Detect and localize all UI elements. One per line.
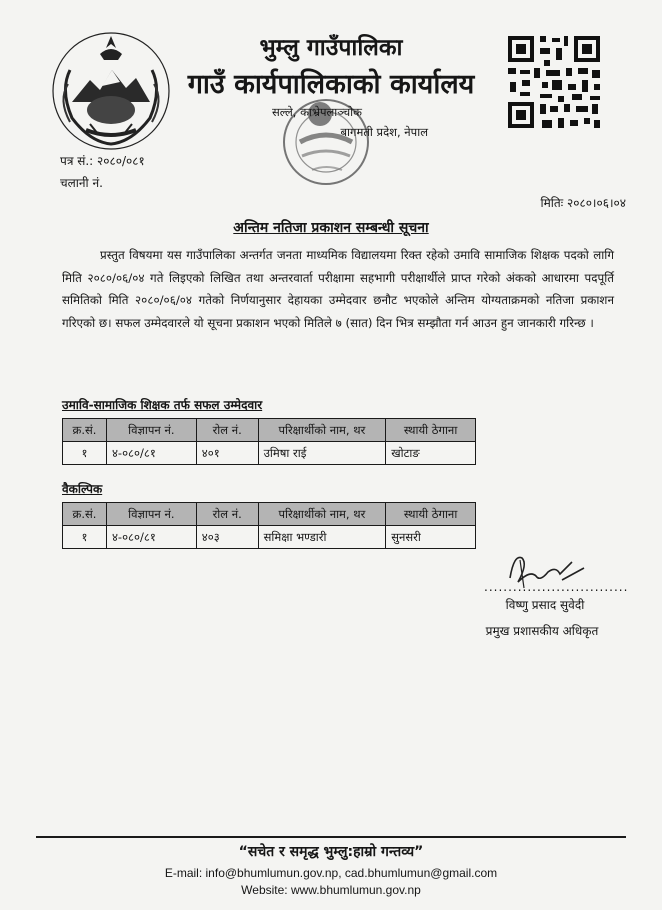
signature-line: ..............................: [484, 580, 629, 594]
address-line-1: सल्ले, काभ्रेपलाञ्चोक: [272, 105, 362, 119]
table-header-row: [63, 419, 476, 442]
section-heading-alternate: वैकल्पिक: [62, 482, 103, 496]
col-candidate-name: परिक्षार्थीको नाम, थर: [258, 419, 386, 442]
table-row: [63, 442, 476, 465]
cell-address: खोटाङ: [386, 442, 476, 465]
cell-roll-no: ४०३: [196, 526, 258, 549]
section-heading-successful: उमावि-सामाजिक शिक्षक तर्फ सफल उम्मेदवार: [62, 398, 263, 412]
col-address: स्थायी ठेगाना: [386, 503, 476, 526]
col-advert-no: विज्ञापन नं.: [106, 503, 196, 526]
letter-date: मितिः २०८०।०६।०४: [540, 196, 626, 210]
results-table-alternate: [62, 502, 476, 549]
col-serial: क्र.सं.: [63, 503, 107, 526]
col-address: स्थायी ठेगाना: [386, 419, 476, 442]
table-row: [63, 526, 476, 549]
office-name: गाउँ कार्यपालिकाको कार्यालय: [187, 69, 475, 100]
cell-advert-no: ४-०८०/८१: [106, 526, 196, 549]
cell-serial: १: [63, 442, 107, 465]
address-line-2: बागमती प्रदेश, नेपाल: [340, 125, 428, 139]
cell-address: सुनसरी: [386, 526, 476, 549]
footer-divider: [36, 836, 626, 838]
signatory-title: प्रमुख प्रशासकीय अधिकृत: [485, 624, 599, 638]
cell-roll-no: ४०१: [196, 442, 258, 465]
dispatch-number: चलानी नं.: [60, 176, 103, 190]
col-advert-no: विज्ञापन नं.: [106, 419, 196, 442]
col-candidate-name: परिक्षार्थीको नाम, थर: [258, 503, 386, 526]
cell-candidate-name: उमिषा राई: [258, 442, 386, 465]
table-header-row: [63, 503, 476, 526]
col-roll-no: रोल नं.: [196, 419, 258, 442]
results-table-successful: [62, 418, 476, 465]
org-name: भुम्लु गाउँपालिका: [259, 35, 403, 61]
notice-body: प्रस्तुत विषयमा यस गाउँपालिका अन्तर्गत जनता माध्यमिक विद्यालयमा रिक्त रहेको उमावि सामाजिक शिक्षक पदको लागि मिति २०८०/०६/०४ गते लिइएको लिखित तथा अन्तरवार्ता परीक्षामा सहभागी परीक्षार्थीले प्राप्त गरेको अंकको आधारमा पदपूर्ति समितिको मिति २०८०/०६/०४ गतेको निर्णयानुसार देहायका उम्मेदवार छनौट भएकोले अन्तिम योग्यताक्रमको नतिजा प्रकाशन गरिएको छ। सफल उम्मेदवारले यो सूचना प्रकाशन भएको मितिले ७ (सात) दिन भित्र सम्झौता गर्न आउन हुन जानकारी गरिन्छ ।: [62, 248, 614, 330]
footer-contact: E-mail: info@bhumlumun.gov.np, cad.bhumlumun@gmail.com: [164, 866, 498, 880]
col-serial: क्र.सं.: [63, 419, 107, 442]
signatory-name: विष्णु प्रसाद सुवेदी: [505, 598, 585, 612]
footer-motto: “सचेत र समृद्ध भुम्लु:हाम्रो गन्तव्य”: [238, 844, 424, 860]
footer-website: Website: www.bhumlumun.gov.np: [241, 883, 421, 897]
cell-serial: १: [63, 526, 107, 549]
notice-subject: अन्तिम नतिजा प्रकाशन सम्बन्धी सूचना: [233, 220, 429, 236]
letter-number: पत्र सं.: २०८०/०८१: [60, 154, 145, 168]
col-roll-no: रोल नं.: [196, 503, 258, 526]
cell-candidate-name: समिक्षा भण्डारी: [258, 526, 386, 549]
cell-advert-no: ४-०८०/८१: [106, 442, 196, 465]
